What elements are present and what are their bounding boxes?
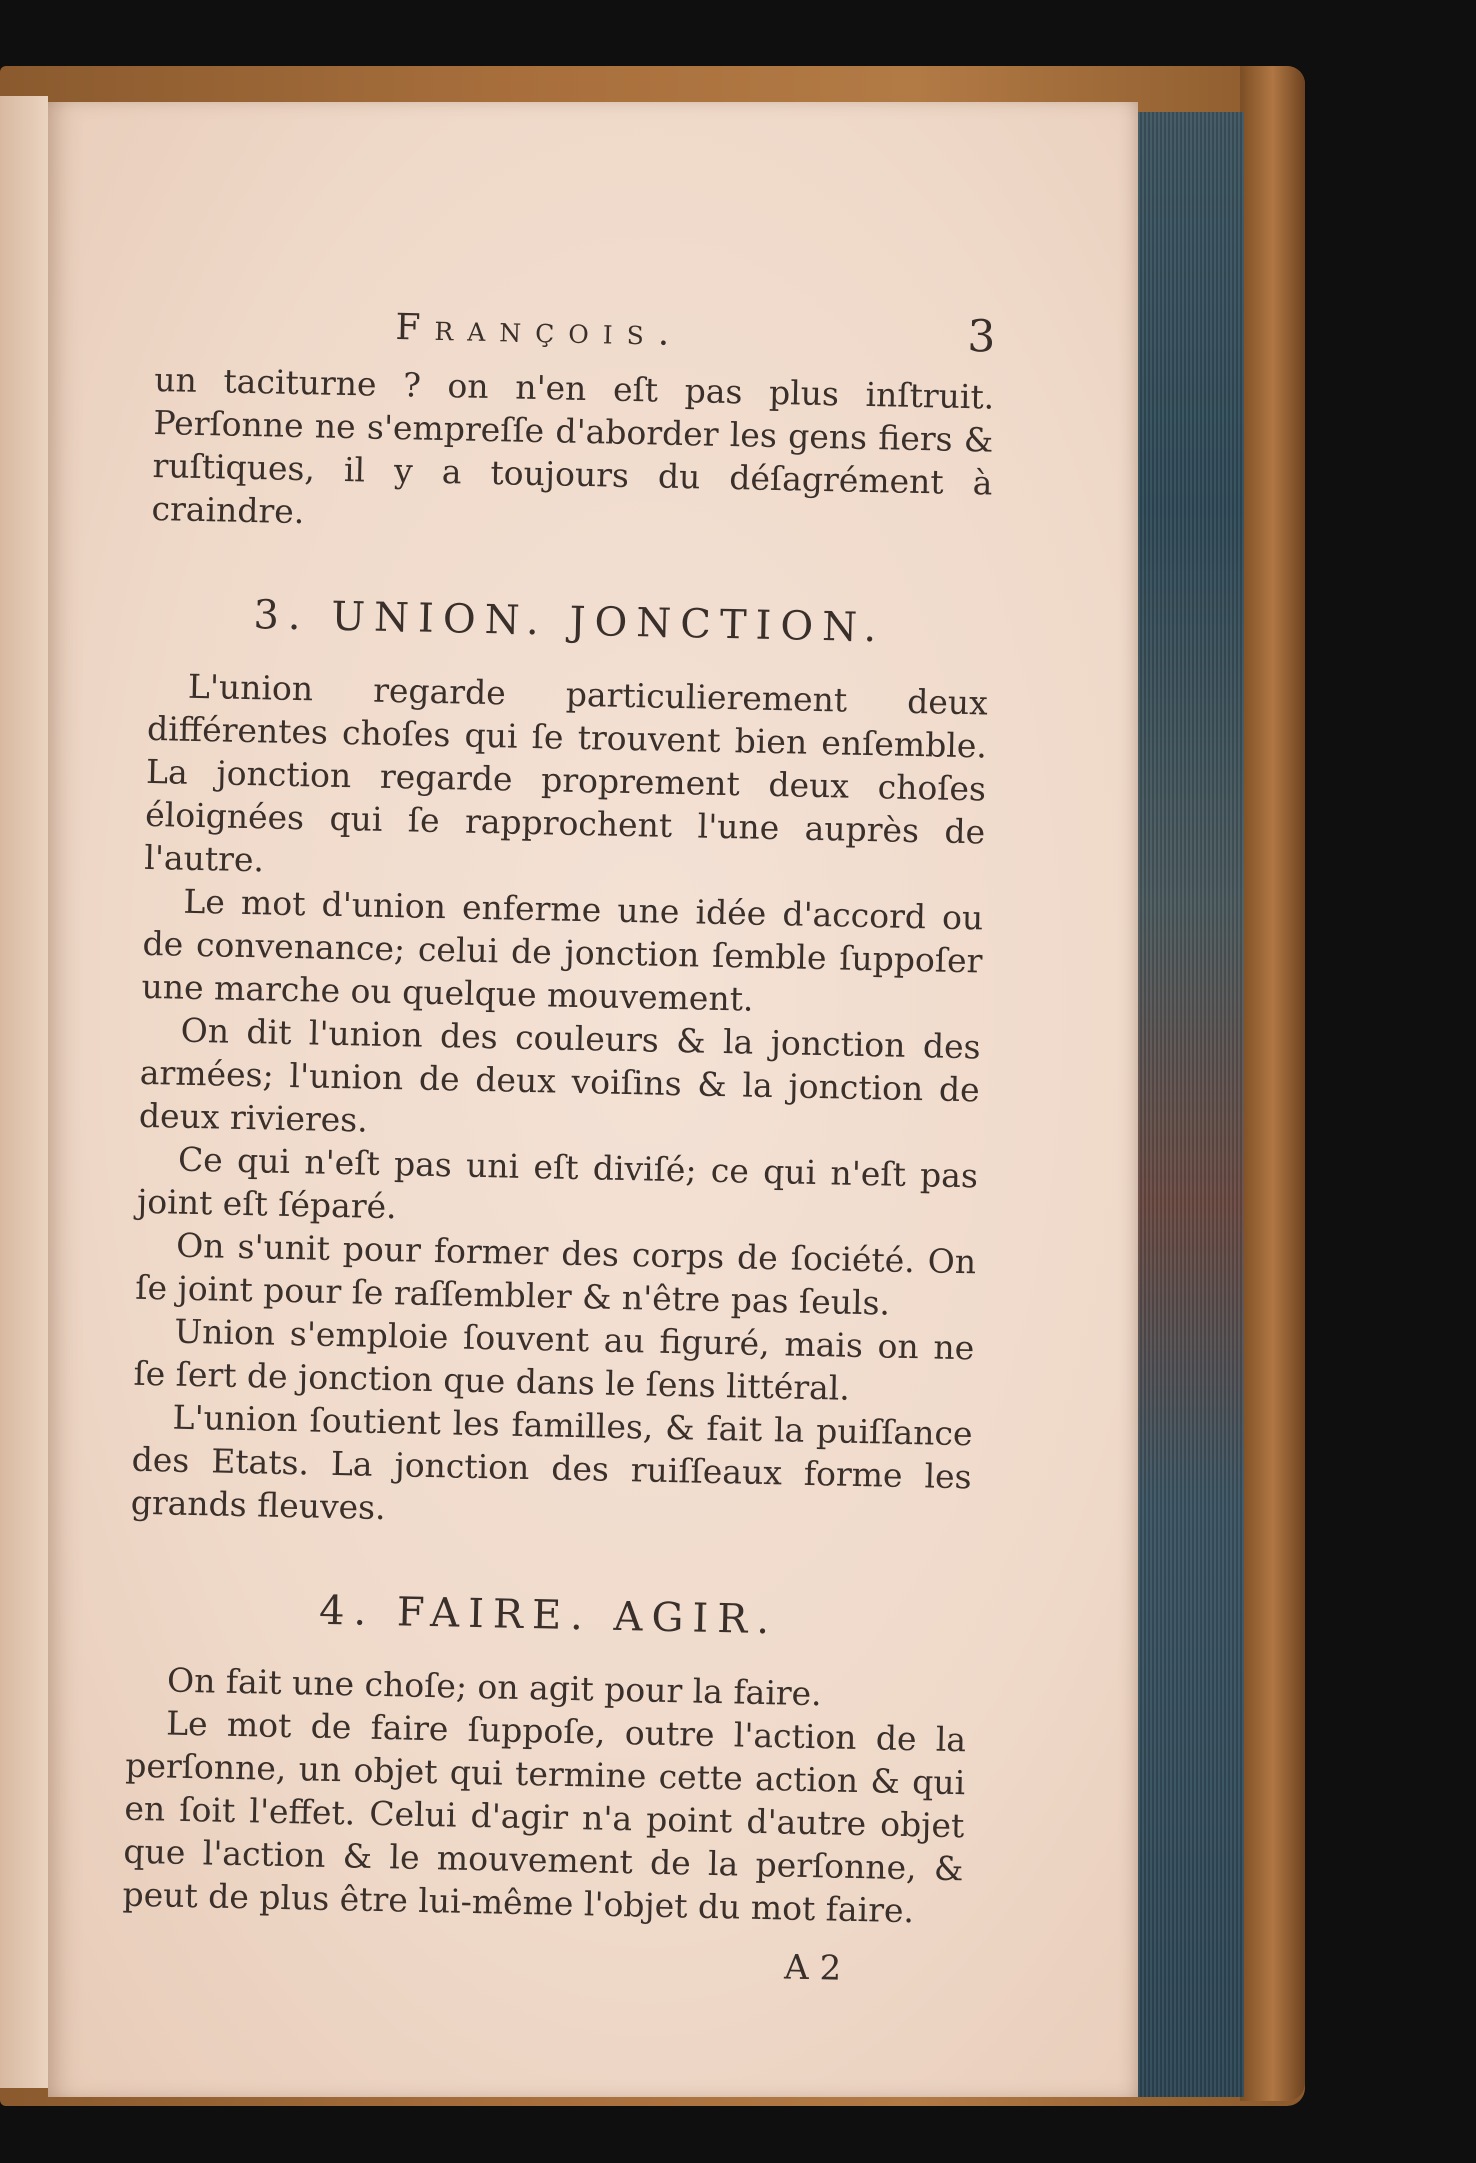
cover-spine-edge: [1240, 66, 1305, 2101]
section-heading-4: 4. FAIRE. AGIR.: [318, 1587, 779, 1644]
page-text-block: [121, 302, 996, 1991]
section-heading-3: 3. UNION. JONCTION.: [253, 592, 886, 652]
paragraph: Le mot d'union enferme une idée d'accord ou de convenance; celui de jonction ſemble ſuppoſer une marche ou quelque mouvement.: [141, 881, 984, 1019]
running-title: François.: [395, 307, 684, 355]
paragraph: Ce qui n'eſt pas uni eſt diviſé; ce qui n'eſt pas joint eſt ſéparé.: [136, 1139, 979, 1227]
paragraph: L'union regarde particulierement deux différentes choſes qui ſe trouvent bien enſemble. La jonction regarde proprement deux choſes éloignées qui ſe rapprochent l'une auprès de l'autre.: [143, 666, 989, 880]
paragraph: Union s'emploie ſouvent au figuré, mais on ne ſe ſert de jonction que dans le ſens littéral.: [133, 1311, 975, 1408]
marbled-page-edges: [1132, 112, 1244, 2097]
paragraph: L'union ſoutient les familles, & fait la puiſſance des Etats. La jonction des ruiſſeaux forme les grands fleuves.: [130, 1397, 973, 1528]
facing-page-edge: [0, 96, 48, 2088]
paragraph: On dit l'union des couleurs & la jonction des armées; l'union de deux voiſins & la jonction de deux rivieres.: [138, 1010, 981, 1140]
book-page: [48, 102, 1138, 2097]
paragraph: On s'unit pour former des corps de ſociété. On ſe joint pour ſe raſſembler & n'être pas ſeuls.: [134, 1225, 977, 1323]
paragraph: Le mot de faire ſuppoſe, outre l'action de la perſonne, un objet qui termine cette action & qui en ſoit l'effet. Celui d'agir n'a point d'autre objet que l'action & le mouvement de la perſonne, & peut de plus être lui-même l'objet du mot faire.: [122, 1703, 967, 1931]
paragraph: On fait une choſe; on agit pour la faire.: [166, 1660, 823, 1714]
page-number: 3: [966, 311, 996, 363]
continued-paragraph: un taciturne ? on n'en eſt pas plus inſtruit. Perſonne ne s'empreſſe d'aborder les gens fiers & ruſtiques, il y a toujours du déſagrément à craindre.: [151, 359, 995, 532]
signature-mark: A 2: [783, 1947, 842, 1989]
